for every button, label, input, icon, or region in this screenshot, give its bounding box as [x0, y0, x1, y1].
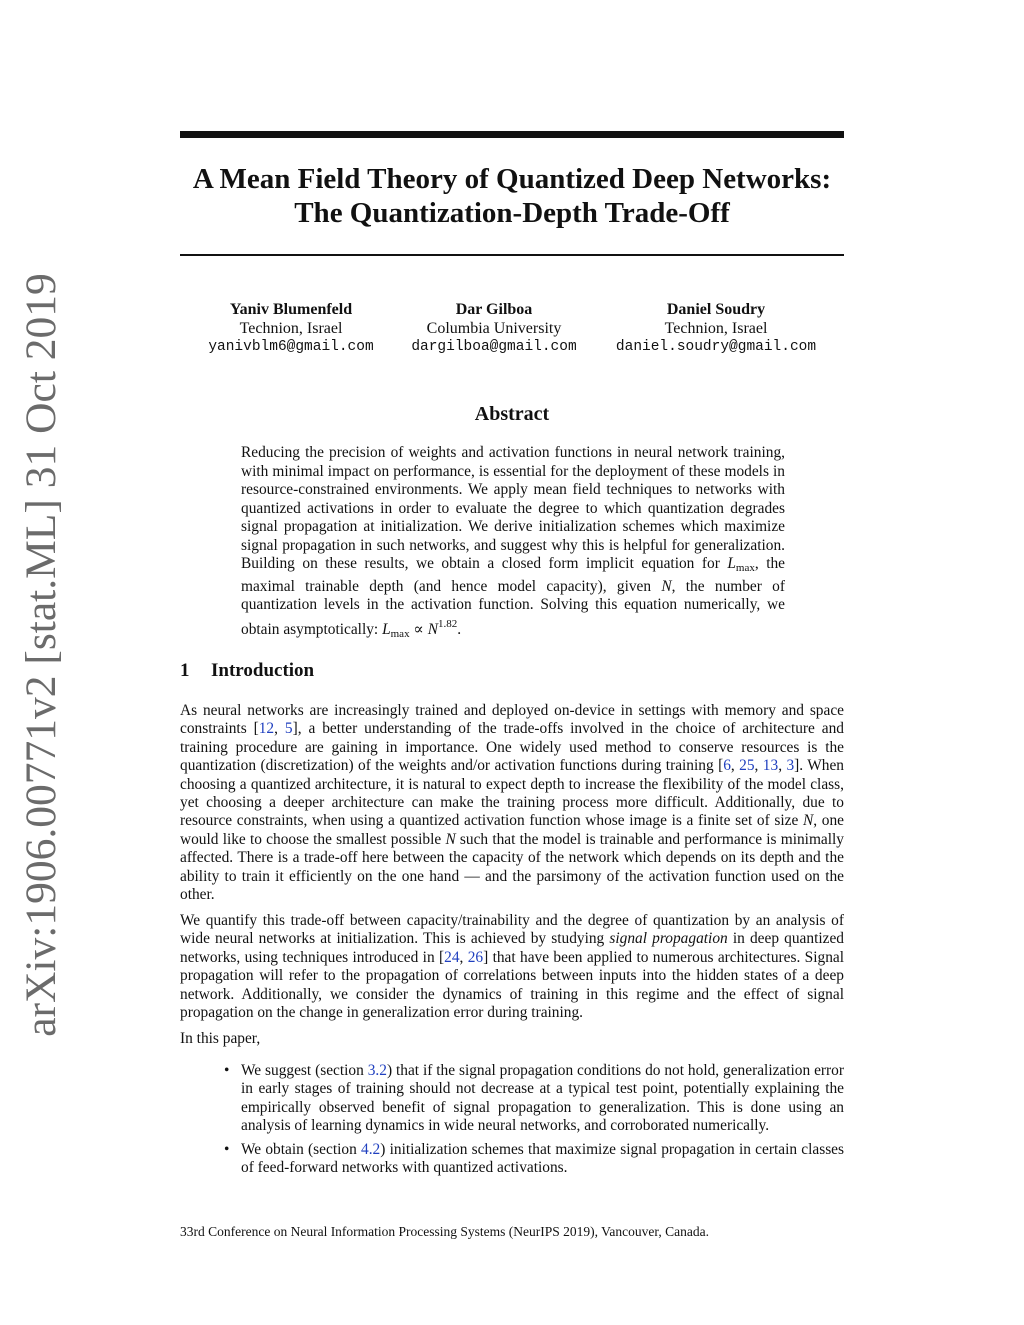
author-email: dargilboa@gmail.com [411, 339, 577, 355]
author-affiliation: Columbia University [426, 320, 562, 337]
author-affiliation: Technion, Israel [664, 320, 768, 337]
arxiv-stamp-text: arXiv:1906.00771v2 [stat.ML] 31 Oct 2019 [17, 273, 65, 1037]
math-asymptotic: $L_{max} \propto N^{1.82}$ [382, 617, 458, 640]
list-item: • We obtain (section 4.2) initialization schemes that maximize signal propagation in certain classes of feed-forward networks with quantized activations. [224, 1140, 845, 1177]
title-line-1: A Mean Field Theory of Quantized Deep Networks: [192, 163, 832, 195]
math-L-max: $L_{max}$ [727, 555, 755, 574]
emphasis-signal-propagation: signal propagation [609, 930, 728, 948]
section-title: Introduction [211, 660, 315, 681]
contribution-list [180, 1062, 844, 1182]
abstract-body: Reducing the precision of weights and activation functions in neural network training, with minimal impact on performance, is essential for the deployment of these models in resource-constrained environments. We apply mean field techniques to networks with quantized activations in order to evaluate the degree to which quantization degrades signal propagation at initialization. We derive initialization schemes which maximize signal propagation in such networks, and suggest why this is helpful for generalization. Building on these results, we obtain a closed form implicit equation for $L_{max}$, the maximal trainable depth (and hence model capacity), given N, the number of quantization levels in the activation function. Solving this equation numerically, we obtain asymptotically: $L_{max} \propto N^{1.82}$. [241, 444, 786, 640]
list-item: • We suggest (section 3.2) that if the signal propagation conditions do not hold, generalization error in early stages of training should not decrease at a typical test point, potentially explaining the empirically observed benefit of signal propagation to generalization. This is done using an analysis of learning dynamics in wide neural networks, and corroborated numerically. [224, 1062, 844, 1135]
citation-link[interactable]: 12 [258, 720, 275, 738]
citation-link[interactable]: 13 [762, 757, 779, 775]
author-name: Yaniv Blumenfeld [229, 301, 353, 318]
title-bottom-rule [180, 254, 844, 256]
author-block [394, 300, 594, 357]
author-email: yanivblm6@gmail.com [208, 339, 374, 355]
conference-footnote: 33rd Conference on Neural Information Processing Systems (NeurIPS 2019), Vancouver, Canada. [180, 1224, 709, 1239]
citation-link[interactable]: 6 [723, 757, 731, 775]
arxiv-stamp [6, 273, 76, 1037]
bullet-icon: • [224, 1062, 230, 1079]
abstract-heading: Abstract [474, 403, 550, 425]
author-block [191, 300, 391, 357]
author-name: Daniel Soudry [666, 301, 766, 318]
author-email: daniel.soudry@gmail.com [615, 339, 817, 355]
section-heading-introduction [180, 660, 314, 682]
intro-paragraph-3: In this paper, [180, 1030, 261, 1047]
intro-paragraph-1: As neural networks are increasingly trained and deployed on-device in settings with memory and space constraints [12, 5], a better understanding of the trade-offs involved in the choice of architecture and training procedure are gaining in importance. One widely used method to conserve resources is the quantization (discretization) of the weights and/or activation functions during training [6, 25, 13, 3]. When choosing a quantized architecture, it is natural to expect depth to increase the flexibility of the model class, yet choosing a deeper architecture can make the training process more difficult. Additionally, due to resource constraints, when using a quantized activation function whose image is a finite set of size N, one would like to choose the smallest possible N such that the model is trainable and performance is minimally affected. There is a trade-off here between the capacity of the network which depends on its depth and the ability to train it efficiently on the one hand — and the parsimony of the activation function used on the other. [180, 702, 845, 904]
title-top-rule [180, 131, 844, 138]
citation-link[interactable]: 5 [284, 720, 293, 738]
paper-title [180, 162, 844, 230]
math-N: N [661, 577, 672, 595]
intro-paragraph-2: We quantify this trade-off between capacity/trainability and the degree of quantization by an analysis of wide neural networks at initialization. This is achieved by studying signal propagation in deep quantized networks, using techniques introduced in [24, 26] that have been applied to numerous architectures. Signal propagation will refer to the propagation of correlations between inputs into the hidden states of a deep network. Additionally, we consider the dynamics of training in this regime and the effect of signal propagation on the change in generalization error during training. [180, 912, 845, 1022]
author-name: Dar Gilboa [455, 301, 533, 318]
author-block [600, 300, 832, 357]
citation-link[interactable]: 24 [444, 948, 460, 966]
bullet-icon: • [224, 1140, 230, 1158]
section-ref-link[interactable]: 4.2 [361, 1140, 381, 1158]
section-ref-link[interactable]: 3.2 [367, 1062, 387, 1079]
citation-link[interactable]: 26 [467, 948, 484, 966]
citation-link[interactable]: 25 [739, 757, 755, 775]
author-affiliation: Technion, Israel [239, 320, 343, 337]
section-number: 1 [180, 660, 190, 681]
citation-link[interactable]: 3 [786, 757, 795, 775]
title-line-2: The Quantization-Depth Trade-Off [294, 197, 730, 229]
